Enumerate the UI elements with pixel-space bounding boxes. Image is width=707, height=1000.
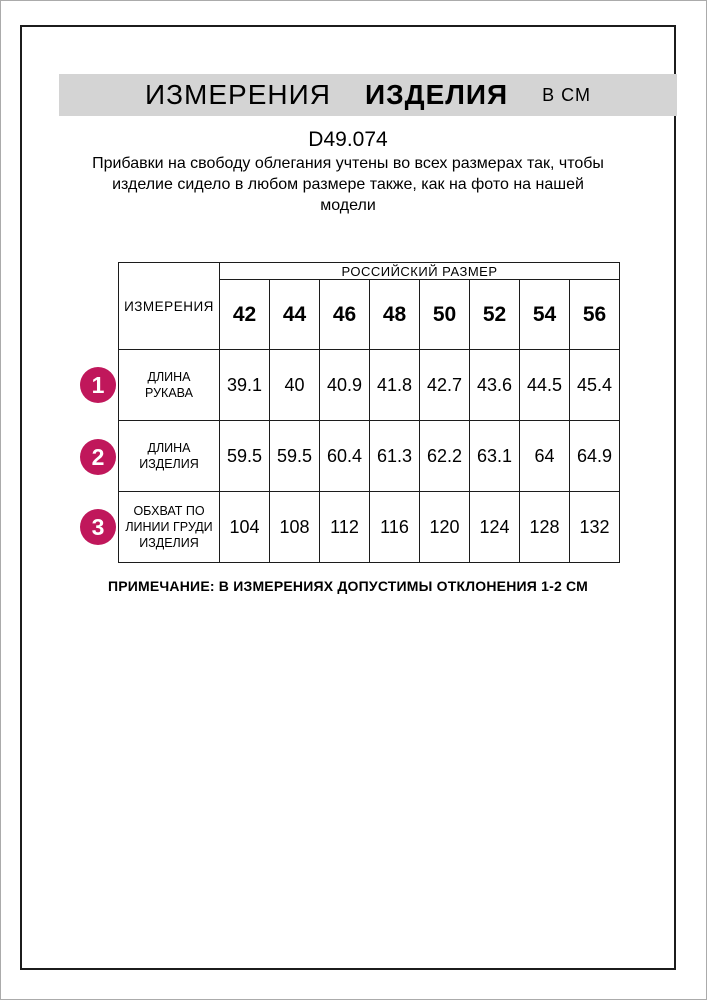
- value-cell: 43.6: [470, 350, 520, 421]
- fit-description-line-3: модели: [320, 197, 376, 214]
- value-cell: 60.4: [320, 421, 370, 492]
- size-cell-48: 48: [370, 280, 420, 350]
- value-cell: 45.4: [570, 350, 620, 421]
- row-label-garment-length: ДЛИНА ИЗДЕЛИЯ: [119, 421, 220, 492]
- row-label-sleeve-length: ДЛИНА РУКАВА: [119, 350, 220, 421]
- row-number-badge-1: 1: [80, 367, 116, 403]
- value-cell: 59.5: [220, 421, 270, 492]
- size-cell-42: 42: [220, 280, 270, 350]
- size-cell-44: 44: [270, 280, 320, 350]
- value-cell: 132: [570, 492, 620, 563]
- size-cell-46: 46: [320, 280, 370, 350]
- value-cell: 59.5: [270, 421, 320, 492]
- page-title-unit: В СМ: [542, 84, 591, 105]
- value-cell: 108: [270, 492, 320, 563]
- page-title-word-garment: ИЗДЕЛИЯ: [364, 79, 509, 110]
- table-row-sleeve-length: [119, 350, 620, 421]
- value-cell: 39.1: [220, 350, 270, 421]
- table-row-chest-girth: [119, 492, 620, 563]
- size-cell-50: 50: [420, 280, 470, 350]
- size-cell-56: 56: [570, 280, 620, 350]
- value-cell: 112: [320, 492, 370, 563]
- measurements-table: [118, 262, 620, 563]
- table-row-garment-length: [119, 421, 620, 492]
- value-cell: 104: [220, 492, 270, 563]
- measurements-table-area: [118, 262, 620, 563]
- value-cell: 61.3: [370, 421, 420, 492]
- value-cell: 63.1: [470, 421, 520, 492]
- row-number-badge-2: 2: [80, 439, 116, 475]
- value-cell: 116: [370, 492, 420, 563]
- size-group-header-row: [119, 263, 620, 280]
- row-number-badge-3: 3: [80, 509, 116, 545]
- corner-header-cell: ИЗМЕРЕНИЯ: [119, 263, 220, 350]
- value-cell: 120: [420, 492, 470, 563]
- value-cell: 64.9: [570, 421, 620, 492]
- value-cell: 64: [520, 421, 570, 492]
- row-label-chest-girth: ОБХВАТ ПО ЛИНИИ ГРУДИ ИЗДЕЛИЯ: [119, 492, 220, 563]
- value-cell: 62.2: [420, 421, 470, 492]
- size-cell-54: 54: [520, 280, 570, 350]
- value-cell: 44.5: [520, 350, 570, 421]
- value-cell: 40.9: [320, 350, 370, 421]
- value-cell: 42.7: [420, 350, 470, 421]
- russian-size-header-cell: РОССИЙСКИЙ РАЗМЕР: [220, 263, 620, 280]
- fit-description: [22, 153, 674, 216]
- page-frame: [20, 25, 676, 970]
- article-number: D49.074: [308, 128, 388, 151]
- fit-description-line-2: изделие сидело в любом размере также, как на фото на нашей: [112, 176, 584, 193]
- value-cell: 40: [270, 350, 320, 421]
- value-cell: 41.8: [370, 350, 420, 421]
- page-title-word-measurements: ИЗМЕРЕНИЯ: [145, 79, 331, 110]
- fit-description-line-1: Прибавки на свободу облегания учтены во всех размерах так, чтобы: [92, 155, 604, 172]
- value-cell: 128: [520, 492, 570, 563]
- tolerance-note: ПРИМЕЧАНИЕ: В ИЗМЕРЕНИЯХ ДОПУСТИМЫ ОТКЛОНЕНИЯ 1-2 СМ: [107, 578, 589, 594]
- size-cell-52: 52: [470, 280, 520, 350]
- value-cell: 124: [470, 492, 520, 563]
- title-band: [59, 74, 677, 116]
